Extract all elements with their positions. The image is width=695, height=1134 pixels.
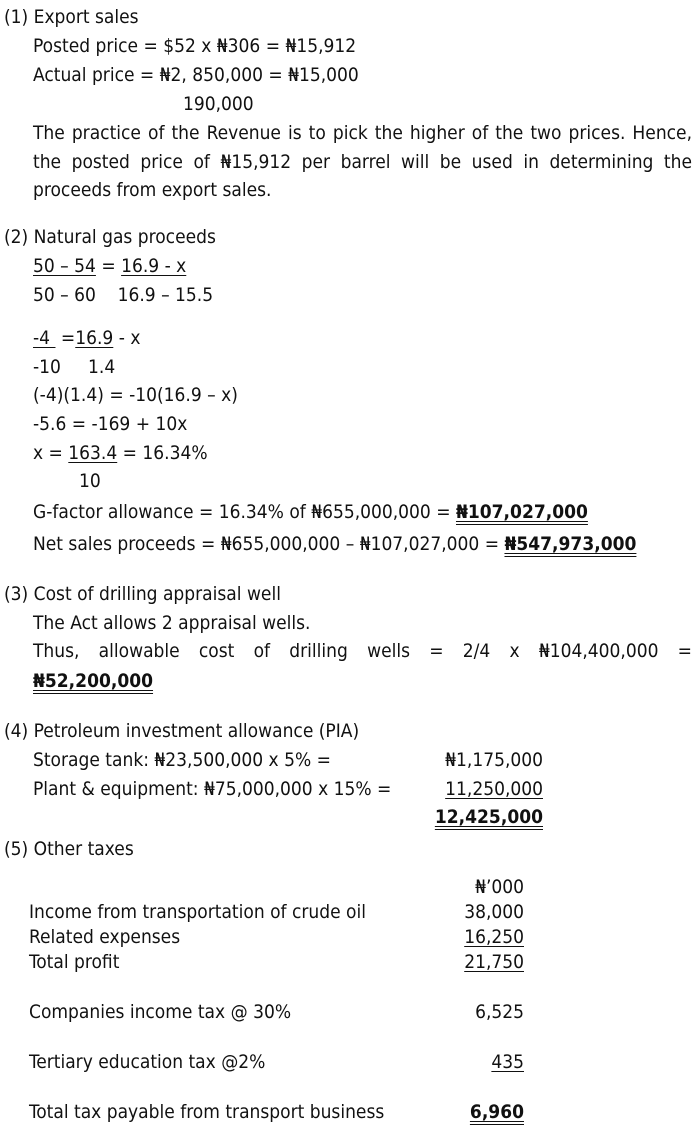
- actual-price-result: = ₦15,000: [262, 64, 359, 86]
- section-2-heading: (2) Natural gas proceeds: [4, 226, 216, 248]
- tax-row-label: Total tax payable from transport business: [29, 1101, 385, 1123]
- eq5-numerator: 163.4: [68, 442, 118, 464]
- section-1-heading: (1) Export sales: [4, 6, 139, 28]
- tax-row-label: Total profit: [29, 951, 120, 973]
- eq5-result: = 16.34%: [117, 442, 208, 464]
- revenue-note-line-1: The practice of the Revenue is to pick the higher of the two prices. Hence,: [33, 122, 692, 144]
- net-sales-label: Net sales proceeds = ₦655,000,000 – ₦107,027,000 =: [33, 533, 505, 555]
- pia-row-label: Plant & equipment: ₦75,000,000 x 15% =: [33, 778, 392, 800]
- tax-row-value: 16,250: [464, 926, 524, 948]
- interpolation-equation-2: [33, 327, 140, 349]
- revenue-note-line-2: the posted price of ₦15,912 per barrel will be used in determining the: [33, 151, 692, 173]
- actual-price-line: [33, 64, 359, 86]
- tax-row-label: Related expenses: [29, 926, 181, 948]
- net-sales-result: ₦547,973,000: [504, 533, 637, 555]
- tax-row-value: 435: [491, 1051, 524, 1073]
- tax-row-value: 6,525: [475, 1001, 524, 1023]
- currency-unit-header: ₦’000: [475, 876, 524, 898]
- actual-price-numerator: ₦2, 850,000: [159, 64, 263, 86]
- tax-row-value: 38,000: [464, 901, 524, 923]
- total-tax-payable: 6,960: [469, 1101, 524, 1123]
- eq2-numerator-right: 16.9: [75, 327, 114, 349]
- appraisal-result: ₦52,200,000: [33, 670, 154, 692]
- tax-row-label: Income from transportation of crude oil: [29, 901, 366, 923]
- eq5-label: x =: [33, 442, 69, 464]
- equation-3: (-4)(1.4) = -10(16.9 – x): [33, 384, 238, 406]
- interpolation-equation-2-denominators: -10 1.4: [33, 356, 116, 378]
- section-5-heading: (5) Other taxes: [4, 838, 134, 860]
- pia-row-label: Storage tank: ₦23,500,000 x 5% =: [33, 749, 331, 771]
- eq1-numerator-left: 50 – 54: [33, 255, 96, 277]
- interpolation-equation-1: [33, 255, 186, 277]
- actual-price-label: Actual price =: [33, 64, 160, 86]
- actual-price-denominator: 190,000: [183, 93, 254, 115]
- tax-row-label: Companies income tax @ 30%: [29, 1001, 292, 1023]
- section-4-heading: (4) Petroleum investment allowance (PIA): [4, 720, 360, 742]
- eq1-numerator-right: 16.9 - x: [121, 255, 187, 277]
- eq1-equals: =: [95, 255, 122, 277]
- g-factor-allowance-line: [33, 501, 588, 523]
- pia-row-value: 11,250,000: [445, 778, 543, 800]
- pia-total: 12,425,000: [434, 806, 543, 828]
- eq2-numerator-left: -4: [33, 327, 56, 349]
- tax-row-label: Tertiary education tax @2%: [29, 1051, 266, 1073]
- equation-4: -5.6 = -169 + 10x: [33, 413, 188, 435]
- posted-price-line: Posted price = $52 x ₦306 = ₦15,912: [33, 35, 357, 57]
- eq2-equals: =: [55, 327, 76, 349]
- eq5-denominator: 10: [79, 470, 101, 492]
- revenue-note-line-3: proceeds from export sales.: [33, 179, 272, 201]
- eq2-tail: - x: [113, 327, 141, 349]
- pia-row-value: ₦1,175,000: [445, 749, 543, 771]
- equation-5: [33, 442, 208, 464]
- appraisal-line-1: The Act allows 2 appraisal wells.: [33, 612, 311, 634]
- g-factor-label: G-factor allowance = 16.34% of ₦655,000,000 =: [33, 501, 456, 523]
- tax-row-value: 21,750: [464, 951, 524, 973]
- g-factor-result: ₦107,027,000: [455, 501, 588, 523]
- appraisal-line-2: Thus, allowable cost of drilling wells = 2/4 x ₦104,400,000 =: [33, 640, 692, 662]
- interpolation-equation-1-denominators: 50 – 60 16.9 – 15.5: [33, 284, 214, 306]
- section-3-heading: (3) Cost of drilling appraisal well: [4, 583, 281, 605]
- net-sales-proceeds-line: [33, 533, 636, 555]
